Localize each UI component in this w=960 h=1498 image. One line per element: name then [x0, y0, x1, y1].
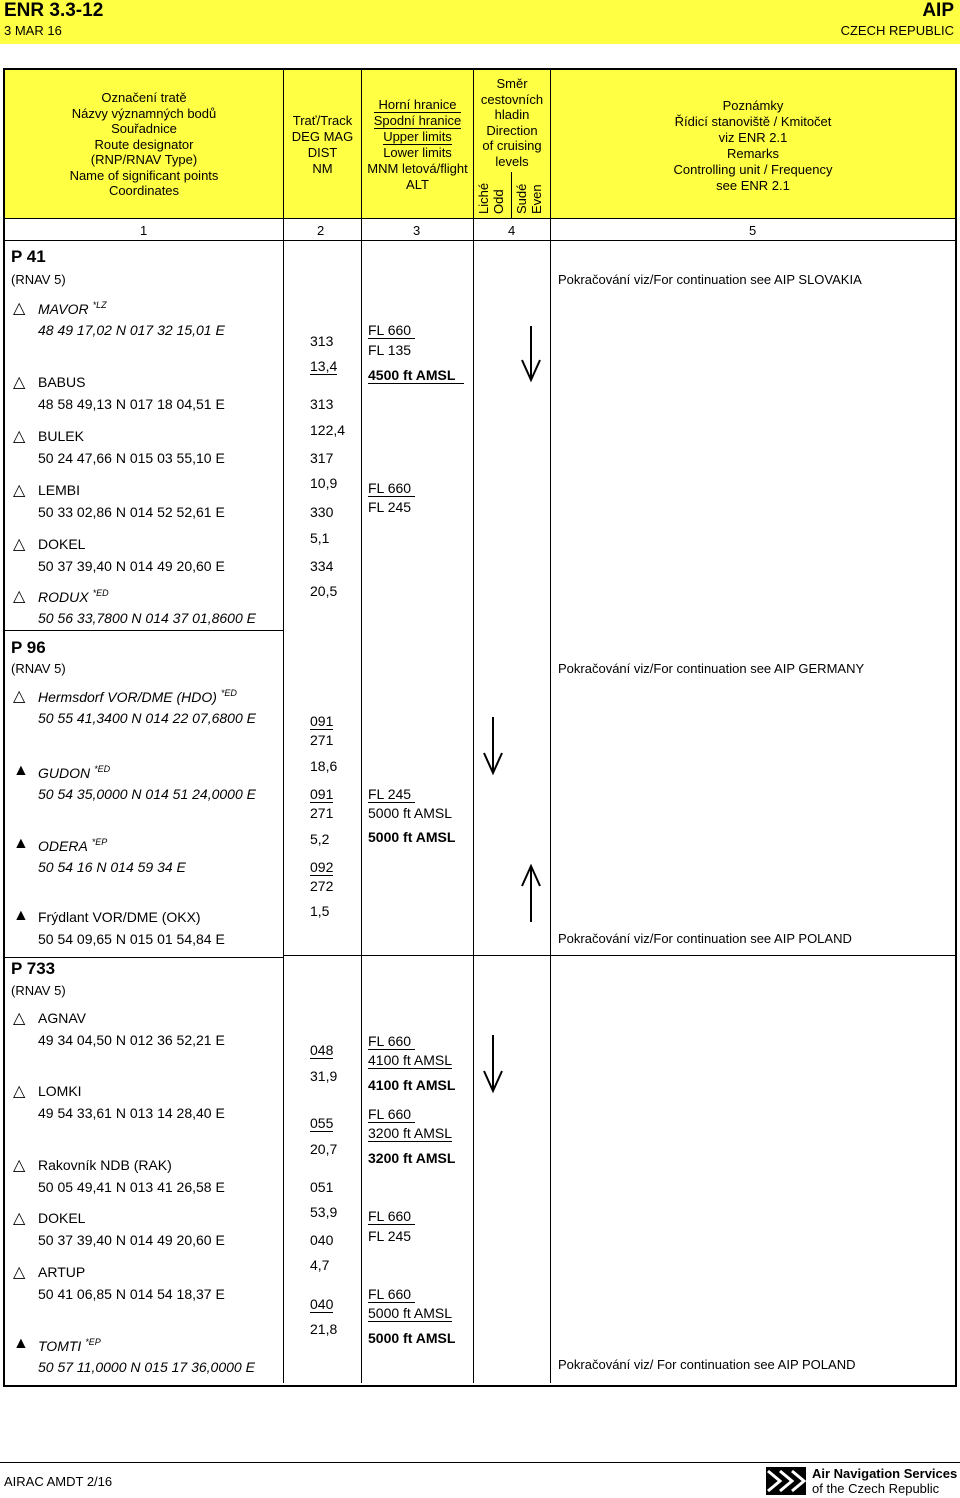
- track-value: 055: [310, 1115, 334, 1131]
- h1-1: Názvy významných bodů: [71, 105, 217, 121]
- arrow-down-even-icon: [516, 324, 546, 384]
- h1-3: Route designator: [94, 136, 194, 152]
- track-value: 313: [310, 333, 334, 349]
- h5-0: Poznámky: [722, 98, 784, 113]
- header-col1: [5, 90, 283, 199]
- point-name: [38, 909, 201, 925]
- limit-value: FL 245: [368, 1228, 412, 1244]
- point-name-text: RODUX: [38, 589, 89, 605]
- h5-2: viz ENR 2.1: [718, 130, 788, 145]
- route-sep-1: [5, 630, 283, 631]
- point-name: [38, 482, 80, 498]
- route-p96-type: (RNAV 5): [11, 661, 66, 676]
- h5-1: Řídicí stanoviště / Kmitočet: [674, 114, 832, 129]
- route-p733: P 733: [11, 959, 56, 978]
- point-name-text: Hermsdorf VOR/DME (HDO): [38, 689, 217, 705]
- ans-logo-icon: [766, 1467, 806, 1495]
- point-name-text: DOKEL: [38, 536, 86, 552]
- point-coordinates: 50 37 39,40 N 014 49 20,60 E: [38, 1232, 225, 1248]
- track-value: 051: [310, 1179, 334, 1195]
- open-triangle-icon: △: [13, 1083, 26, 1100]
- point-coordinates: 50 33 02,86 N 014 52 52,61 E: [38, 504, 225, 520]
- point-coordinates: 48 58 49,13 N 017 18 04,51 E: [38, 396, 225, 412]
- track-value: 21,8: [310, 1321, 338, 1337]
- doc-id: ENR 3.3-12: [4, 0, 104, 21]
- point-name-text: MAVOR: [38, 301, 89, 317]
- point-region-sup: *EP: [85, 1337, 101, 1347]
- point-name: [38, 1083, 82, 1099]
- h4-0: Směr: [496, 76, 528, 91]
- h4-1: cestovních: [480, 91, 544, 107]
- colnum-3: 3: [413, 223, 421, 238]
- limit-value: FL 660: [368, 480, 415, 497]
- h4-3: Direction: [486, 122, 538, 138]
- colnum-4: 4: [508, 223, 516, 238]
- header-col3: [362, 97, 473, 193]
- track-value: 10,9: [310, 475, 338, 491]
- open-triangle-icon: △: [13, 300, 26, 317]
- limit-value: FL 135: [368, 342, 412, 358]
- h3-2: Upper limits: [383, 129, 452, 144]
- limit-value: 5000 ft AMSL: [368, 1330, 456, 1346]
- point-coordinates: 50 54 16 N 014 59 34 E: [38, 859, 186, 875]
- track-value: 334: [310, 558, 334, 574]
- point-name: [38, 1010, 86, 1026]
- open-triangle-icon: △: [13, 1010, 26, 1027]
- track-value: 272: [310, 878, 334, 894]
- h1-2: Souřadnice: [111, 121, 177, 136]
- h1-5: Name of significant points: [69, 167, 219, 183]
- colnum-2: 2: [317, 223, 325, 238]
- limit-value: 4100 ft AMSL: [368, 1052, 453, 1068]
- route-p96-remark: Pokračování viz/For continuation see AIP GERMANY: [558, 661, 865, 676]
- limit-value: 4500 ft AMSL: [368, 367, 464, 384]
- point-name: [38, 764, 110, 781]
- point-name-text: DOKEL: [38, 1210, 86, 1226]
- header-odd: [476, 174, 506, 214]
- country: CZECH REPUBLIC: [840, 23, 954, 38]
- h3-0: Horní hranice: [378, 97, 457, 112]
- limit-value: 5000 ft AMSL: [368, 1305, 453, 1321]
- h2-0: Trať/Track: [292, 113, 353, 128]
- open-triangle-icon: △: [13, 374, 26, 391]
- h4-even-0: Sudé: [514, 183, 529, 214]
- filled-triangle-icon: ▲: [13, 835, 29, 852]
- track-value: 1,5: [310, 903, 330, 919]
- limit-value: FL 245: [368, 499, 412, 515]
- arrow-up-even-icon: [516, 862, 546, 924]
- h3-3: Lower limits: [383, 145, 452, 160]
- header-col5: [551, 98, 955, 194]
- doc-date: 3 MAR 16: [4, 23, 62, 38]
- point-coordinates: 50 57 11,0000 N 015 17 36,0000 E: [38, 1359, 255, 1375]
- track-value: 271: [310, 805, 334, 821]
- h5-3: Remarks: [726, 146, 779, 161]
- track-value: 330: [310, 504, 334, 520]
- track-value: 091: [310, 786, 334, 802]
- track-value: 4,7: [310, 1257, 330, 1273]
- limit-value: 3200 ft AMSL: [368, 1125, 453, 1141]
- col-line-4: [550, 70, 551, 1383]
- point-name-text: GUDON: [38, 765, 91, 781]
- point-region-sup: *EP: [91, 837, 108, 847]
- point-region-sup: *ED: [94, 764, 111, 774]
- track-value: 5,1: [310, 530, 330, 546]
- point-coordinates: 50 41 06,85 N 014 54 18,37 E: [38, 1286, 225, 1302]
- point-coordinates: 50 37 39,40 N 014 49 20,60 E: [38, 558, 225, 574]
- col-line-1: [283, 70, 284, 1383]
- h3-5: ALT: [406, 177, 429, 192]
- track-value: 092: [310, 859, 334, 875]
- route-sep-2: [5, 957, 283, 958]
- point-name: [38, 837, 107, 854]
- open-triangle-icon: △: [13, 482, 26, 499]
- top-band: [0, 0, 960, 44]
- h2-3: NM: [312, 161, 333, 176]
- h5-4: Controlling unit / Frequency: [673, 162, 833, 177]
- col-line-4b: [511, 172, 512, 218]
- track-value: 271: [310, 732, 334, 748]
- point-region-sup: *ED: [220, 688, 237, 698]
- filled-triangle-icon: ▲: [13, 762, 29, 779]
- arrow-down-odd-icon-2: [478, 1033, 508, 1095]
- header-col2: [284, 113, 361, 177]
- footer-ans-2: of the Czech Republic: [812, 1481, 940, 1496]
- h4-odd-0: Liché: [476, 182, 491, 214]
- track-value: 53,9: [310, 1204, 338, 1220]
- point-name-text: AGNAV: [38, 1010, 86, 1026]
- point-coordinates: 48 49 17,02 N 017 32 15,01 E: [38, 322, 225, 338]
- aip-title: AIP: [922, 0, 954, 21]
- track-value: 040: [310, 1296, 334, 1312]
- route-p41-remark: Pokračování viz/For continuation see AIP SLOVAKIA: [558, 272, 862, 287]
- h2-1: DEG MAG: [291, 129, 354, 144]
- track-value: 18,6: [310, 758, 338, 774]
- point-name: [38, 1337, 101, 1354]
- point-region-sup: *ED: [92, 588, 109, 598]
- point-name: [38, 374, 85, 390]
- limit-value: FL 660: [368, 1106, 415, 1123]
- footer-amdt: AIRAC AMDT 2/16: [4, 1474, 113, 1489]
- limit-value: 5000 ft AMSL: [368, 805, 453, 821]
- col-line-2: [361, 70, 362, 1383]
- h1-6: Coordinates: [108, 183, 180, 198]
- filled-triangle-icon: ▲: [13, 907, 29, 924]
- open-triangle-icon: △: [13, 536, 26, 553]
- open-triangle-icon: △: [13, 588, 26, 605]
- limit-value: FL 660: [368, 1208, 415, 1225]
- h4-4: of cruising: [482, 138, 542, 153]
- header-even: [514, 174, 544, 214]
- limit-value: 3200 ft AMSL: [368, 1150, 456, 1166]
- h3-1: Spodní hranice: [373, 113, 462, 128]
- route-sep-2b: [284, 955, 955, 956]
- h4-5: levels: [495, 153, 529, 169]
- header-col4: [474, 76, 550, 169]
- h2-2: DIST: [307, 145, 338, 160]
- point-coordinates: 50 54 09,65 N 015 01 54,84 E: [38, 931, 225, 947]
- h1-0: Označení tratě: [101, 90, 187, 105]
- h1-4: (RNP/RNAV Type): [90, 152, 198, 167]
- point-coordinates: 50 05 49,41 N 013 41 26,58 E: [38, 1179, 225, 1195]
- point-name-text: BABUS: [38, 374, 86, 390]
- limit-value: 4100 ft AMSL: [368, 1077, 456, 1093]
- route-p733-remark: Pokračování viz/ For continuation see AIP POLAND: [558, 1357, 856, 1372]
- point-name: [38, 588, 109, 605]
- point-region-sup: *LZ: [92, 300, 107, 310]
- point-name-text: Rakovník NDB (RAK): [38, 1157, 172, 1173]
- track-value: 313: [310, 396, 334, 412]
- open-triangle-icon: △: [13, 1157, 26, 1174]
- colnum-5: 5: [749, 223, 757, 238]
- h3-4: MNM letová/flight: [367, 161, 468, 176]
- point-name: [38, 1210, 85, 1226]
- open-triangle-icon: △: [13, 688, 26, 705]
- point-coordinates: 50 56 33,7800 N 014 37 01,8600 E: [38, 610, 256, 626]
- h4-odd-1: Odd: [491, 189, 506, 214]
- track-value: 5,2: [310, 831, 330, 847]
- track-value: 317: [310, 450, 334, 466]
- route-p41-type: (RNAV 5): [11, 272, 66, 287]
- point-name-text: Frýdlant VOR/DME (OKX): [38, 909, 201, 925]
- filled-triangle-icon: ▲: [13, 1335, 29, 1352]
- track-value: 13,4: [310, 358, 338, 374]
- point-coordinates: 49 34 04,50 N 012 36 52,21 E: [38, 1032, 225, 1048]
- h5-5: see ENR 2.1: [716, 178, 790, 193]
- open-triangle-icon: △: [13, 428, 26, 445]
- route-p96-remark-poland: Pokračování viz/For continuation see AIP POLAND: [558, 931, 852, 946]
- point-coordinates: 50 54 35,0000 N 014 51 24,0000 E: [38, 786, 256, 802]
- point-name: [38, 1264, 85, 1280]
- point-name-text: BULEK: [38, 428, 84, 444]
- route-p733-type: (RNAV 5): [11, 983, 66, 998]
- limit-value: 5000 ft AMSL: [368, 829, 456, 845]
- limit-value: FL 660: [368, 322, 415, 339]
- arrow-down-odd-icon: [478, 715, 508, 777]
- footer-ans-1: Air Navigation Services: [812, 1466, 958, 1481]
- limit-value: FL 660: [368, 1286, 415, 1303]
- limit-value: FL 660: [368, 1033, 415, 1050]
- limit-value: FL 245: [368, 786, 415, 803]
- route-p96: P 96: [11, 638, 46, 657]
- point-name: [38, 688, 237, 705]
- point-name-text: ARTUP: [38, 1264, 86, 1280]
- colnum-1: 1: [140, 223, 148, 238]
- route-p41: P 41: [11, 247, 46, 266]
- track-value: 122,4: [310, 422, 346, 438]
- h4-even-1: Even: [529, 184, 544, 214]
- open-triangle-icon: △: [13, 1264, 26, 1281]
- point-name: [38, 428, 84, 444]
- point-name: [38, 300, 107, 317]
- point-name: [38, 536, 85, 552]
- footer-rule: [0, 1462, 960, 1463]
- h4-2: hladin: [494, 107, 530, 122]
- point-name-text: TOMTI: [38, 1338, 82, 1354]
- track-value: 31,9: [310, 1068, 338, 1084]
- point-name-text: LEMBI: [38, 482, 81, 498]
- point-name-text: LOMKI: [38, 1083, 82, 1099]
- point-name-text: ODERA: [38, 838, 88, 854]
- point-coordinates: 50 55 41,3400 N 014 22 07,6800 E: [38, 710, 256, 726]
- open-triangle-icon: △: [13, 1210, 26, 1227]
- point-name: [38, 1157, 172, 1173]
- header-rule: [5, 240, 955, 241]
- track-value: 20,5: [310, 583, 338, 599]
- point-coordinates: 49 54 33,61 N 013 14 28,40 E: [38, 1105, 225, 1121]
- point-coordinates: 50 24 47,66 N 015 03 55,10 E: [38, 450, 225, 466]
- track-value: 20,7: [310, 1141, 338, 1157]
- col-line-3: [473, 70, 474, 1383]
- track-value: 040: [310, 1232, 334, 1248]
- track-value: 048: [310, 1042, 334, 1058]
- track-value: 091: [310, 713, 334, 729]
